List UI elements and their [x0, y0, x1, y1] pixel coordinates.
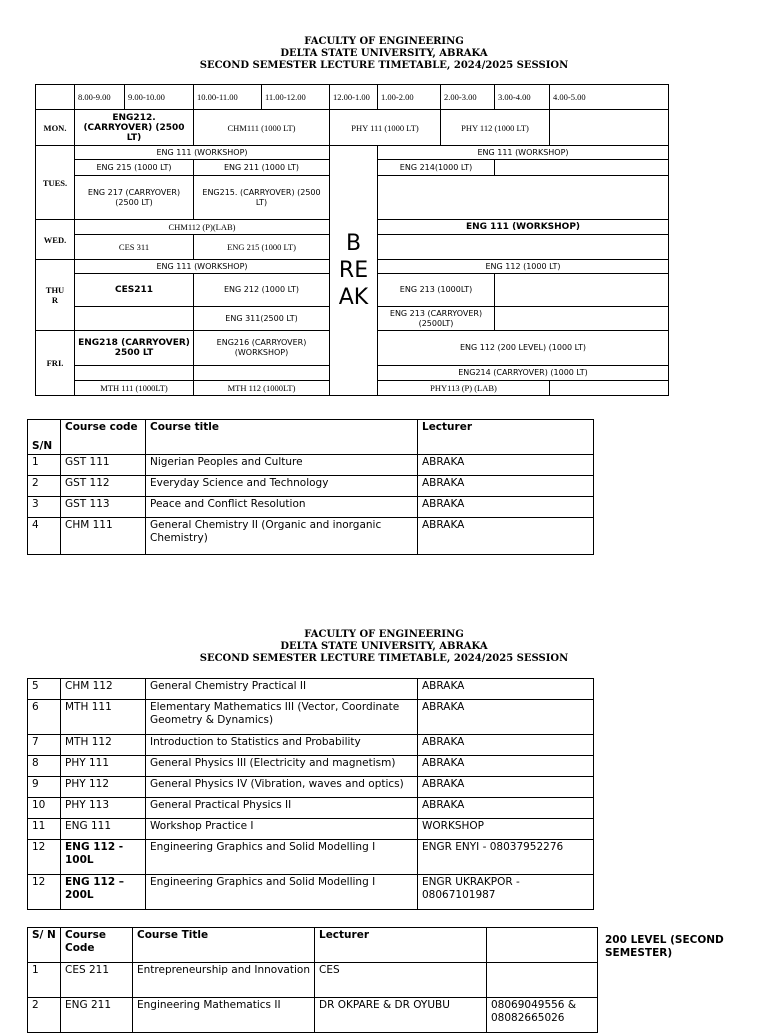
cell: ABRAKA: [418, 735, 594, 756]
table-header-row: [28, 420, 594, 455]
cell: 12: [28, 840, 61, 875]
cell: PHY 111: [61, 756, 146, 777]
lecture-timetable: [35, 84, 669, 396]
cell: General Practical Physics II: [146, 798, 418, 819]
header-cell: Course title: [146, 420, 418, 455]
cell: CHM 111: [61, 518, 146, 555]
header-cell: S/ N: [28, 928, 61, 963]
cell: General Chemistry II (Organic and inorganic Chemistry): [146, 518, 418, 555]
table-row: [28, 518, 594, 555]
cell: ABRAKA: [418, 777, 594, 798]
page-header-2: [0, 629, 768, 665]
level-200-table: [27, 927, 598, 1033]
class-cell: ENG 111 (WORKSHOP): [378, 220, 669, 235]
cell: 1: [28, 455, 61, 476]
cell: Workshop Practice I: [146, 819, 418, 840]
cell: ENG 112 – 200L: [61, 875, 146, 910]
timetable-title: SECOND SEMESTER LECTURE TIMETABLE, 2024/2025 SESSION: [199, 653, 569, 664]
cell: [487, 963, 598, 998]
cell: 1: [28, 963, 61, 998]
timetable-title: SECOND SEMESTER LECTURE TIMETABLE, 2024/2025 SESSION: [199, 60, 569, 71]
class-cell: PHY 111 (1000 LT): [330, 110, 441, 146]
class-cell: ENG 213 (1000LT): [378, 274, 495, 307]
cell: 5: [28, 679, 61, 700]
cell: Everyday Science and Technology: [146, 476, 418, 497]
cell: PHY 112: [61, 777, 146, 798]
cell: 4: [28, 518, 61, 555]
cell: ABRAKA: [418, 756, 594, 777]
header-cell: Lecturer: [418, 420, 594, 455]
table-row: [28, 777, 594, 798]
table-row: [28, 679, 594, 700]
day-label: WED.: [36, 220, 75, 260]
cell: 10: [28, 798, 61, 819]
class-cell: ENG215. (CARRYOVER) (2500 LT): [194, 176, 330, 220]
university-title: DELTA STATE UNIVERSITY, ABRAKA: [280, 48, 488, 59]
empty-cell: [495, 160, 669, 176]
cell: ENG 111: [61, 819, 146, 840]
class-cell: ENG216 (CARRYOVER) (WORKSHOP): [194, 331, 330, 366]
cell: 7: [28, 735, 61, 756]
cell: ABRAKA: [418, 700, 594, 735]
cell: WORKSHOP: [418, 819, 594, 840]
empty-cell: [550, 381, 669, 396]
time-slot-row: [36, 85, 669, 110]
table-row: [28, 840, 594, 875]
class-cell: ENG 111 (WORKSHOP): [75, 260, 330, 274]
class-cell: PHY 112 (1000 LT): [441, 110, 550, 146]
class-cell: ENG 214(1000 LT): [378, 160, 495, 176]
empty-cell: [194, 366, 330, 381]
class-cell: MTH 111 (1000LT): [75, 381, 194, 396]
cell: CHM 112: [61, 679, 146, 700]
class-cell: PHY113 (P) (LAB): [378, 381, 550, 396]
class-cell: CHM111 (1000 LT): [194, 110, 330, 146]
table-row: [28, 455, 594, 476]
cell: DR OKPARE & DR OYUBU: [315, 998, 487, 1033]
cell: ABRAKA: [418, 679, 594, 700]
cell: ABRAKA: [418, 518, 594, 555]
cell: Nigerian Peoples and Culture: [146, 455, 418, 476]
corner-cell: [36, 85, 75, 110]
cell: 8: [28, 756, 61, 777]
class-cell: ENG 311(2500 LT): [194, 307, 330, 331]
course-table-2: [27, 678, 594, 910]
class-cell: ENG214 (CARRYOVER) (1000 LT): [378, 366, 669, 381]
header-cell: Course Code: [61, 928, 133, 963]
slot-cell: 12.00-1.00: [330, 85, 378, 110]
slot-cell: 3.00-4.00: [495, 85, 550, 110]
cell: 08069049556 & 08082665026: [487, 998, 598, 1033]
cell: ABRAKA: [418, 798, 594, 819]
class-cell: ENG 211 (1000 LT): [194, 160, 330, 176]
cell: General Physics III (Electricity and magnetism): [146, 756, 418, 777]
day-label: THU R: [36, 260, 75, 331]
table-row: [28, 756, 594, 777]
class-cell: ENG 111 (WORKSHOP): [378, 146, 669, 160]
cell: 2: [28, 476, 61, 497]
table-header-row: [28, 928, 598, 963]
class-cell: ENG 111 (WORKSHOP): [75, 146, 330, 160]
cell: PHY 113: [61, 798, 146, 819]
slot-cell: 11.00-12.00: [262, 85, 330, 110]
break-column: B RE AK: [330, 146, 378, 396]
class-cell: MTH 112 (1000LT): [194, 381, 330, 396]
cell: ABRAKA: [418, 476, 594, 497]
cell: ENG 112 - 100L: [61, 840, 146, 875]
cell: ENGR UKRAKPOR - 08067101987: [418, 875, 594, 910]
table-row: [28, 963, 598, 998]
cell: Engineering Graphics and Solid Modelling I: [146, 840, 418, 875]
cell: Elementary Mathematics III (Vector, Coordinate Geometry & Dynamics): [146, 700, 418, 735]
cell: 11: [28, 819, 61, 840]
slot-cell: 2.00-3.00: [441, 85, 495, 110]
slot-cell: 9.00-10.00: [125, 85, 194, 110]
cell: ABRAKA: [418, 455, 594, 476]
class-cell: ENG 212 (1000 LT): [194, 274, 330, 307]
cell: 6: [28, 700, 61, 735]
class-cell: ENG 215 (1000 LT): [75, 160, 194, 176]
table-row: [28, 700, 594, 735]
empty-cell: [75, 307, 194, 331]
empty-cell: [495, 307, 669, 331]
class-cell: ENG218 (CARRYOVER) 2500 LT: [75, 331, 194, 366]
cell: 12: [28, 875, 61, 910]
cell: GST 111: [61, 455, 146, 476]
header-cell: [487, 928, 598, 963]
empty-cell: [495, 274, 669, 307]
level-200-label: 200 LEVEL (SECOND SEMESTER): [605, 934, 724, 959]
day-label: MON.: [36, 110, 75, 146]
class-cell: ENG 112 (1000 LT): [378, 260, 669, 274]
cell: ENG 211: [61, 998, 133, 1033]
cell: ENGR ENYI - 08037952276: [418, 840, 594, 875]
course-table-1: [27, 419, 594, 555]
header-cell: S/N: [28, 420, 61, 455]
empty-cell: [378, 235, 669, 260]
cell: General Physics IV (Vibration, waves and optics): [146, 777, 418, 798]
faculty-title: FACULTY OF ENGINEERING: [304, 36, 464, 47]
table-row: [28, 998, 598, 1033]
cell: ABRAKA: [418, 497, 594, 518]
empty-cell: [378, 176, 669, 220]
class-cell: ENG 215 (1000 LT): [194, 235, 330, 260]
slot-cell: 1.00-2.00: [378, 85, 441, 110]
table-row: [28, 735, 594, 756]
table-row: [28, 819, 594, 840]
table-row: [28, 798, 594, 819]
empty-cell: [75, 366, 194, 381]
class-cell: ENG 213 (CARRYOVER) (2500LT): [378, 307, 495, 331]
cell: Peace and Conflict Resolution: [146, 497, 418, 518]
class-cell: CES211: [75, 274, 194, 307]
table-row: [28, 497, 594, 518]
cell: Engineering Mathematics II: [133, 998, 315, 1033]
class-cell: CHM112 (P)(LAB): [75, 220, 330, 235]
class-cell: ENG212. (CARRYOVER) (2500 LT): [75, 110, 194, 146]
cell: MTH 111: [61, 700, 146, 735]
page-header: [0, 36, 768, 72]
cell: 9: [28, 777, 61, 798]
cell: GST 112: [61, 476, 146, 497]
day-label: FRI.: [36, 331, 75, 396]
cell: General Chemistry Practical II: [146, 679, 418, 700]
class-cell: ENG 217 (CARRYOVER) (2500 LT): [75, 176, 194, 220]
table-row: [28, 476, 594, 497]
cell: Entrepreneurship and Innovation: [133, 963, 315, 998]
cell: Engineering Graphics and Solid Modelling I: [146, 875, 418, 910]
header-cell: Course code: [61, 420, 146, 455]
cell: CES 211: [61, 963, 133, 998]
empty-cell: [550, 110, 669, 146]
slot-cell: 10.00-11.00: [194, 85, 262, 110]
class-cell: ENG 112 (200 LEVEL) (1000 LT): [378, 331, 669, 366]
day-label: TUES.: [36, 146, 75, 220]
cell: MTH 112: [61, 735, 146, 756]
class-cell: CES 311: [75, 235, 194, 260]
table-row: [28, 875, 594, 910]
cell: 2: [28, 998, 61, 1033]
cell: GST 113: [61, 497, 146, 518]
cell: 3: [28, 497, 61, 518]
cell: Introduction to Statistics and Probability: [146, 735, 418, 756]
header-cell: Lecturer: [315, 928, 487, 963]
faculty-title: FACULTY OF ENGINEERING: [304, 629, 464, 640]
slot-cell: 4.00-5.00: [550, 85, 669, 110]
header-cell: Course Title: [133, 928, 315, 963]
university-title: DELTA STATE UNIVERSITY, ABRAKA: [280, 641, 488, 652]
cell: CES: [315, 963, 487, 998]
slot-cell: 8.00-9.00: [75, 85, 125, 110]
